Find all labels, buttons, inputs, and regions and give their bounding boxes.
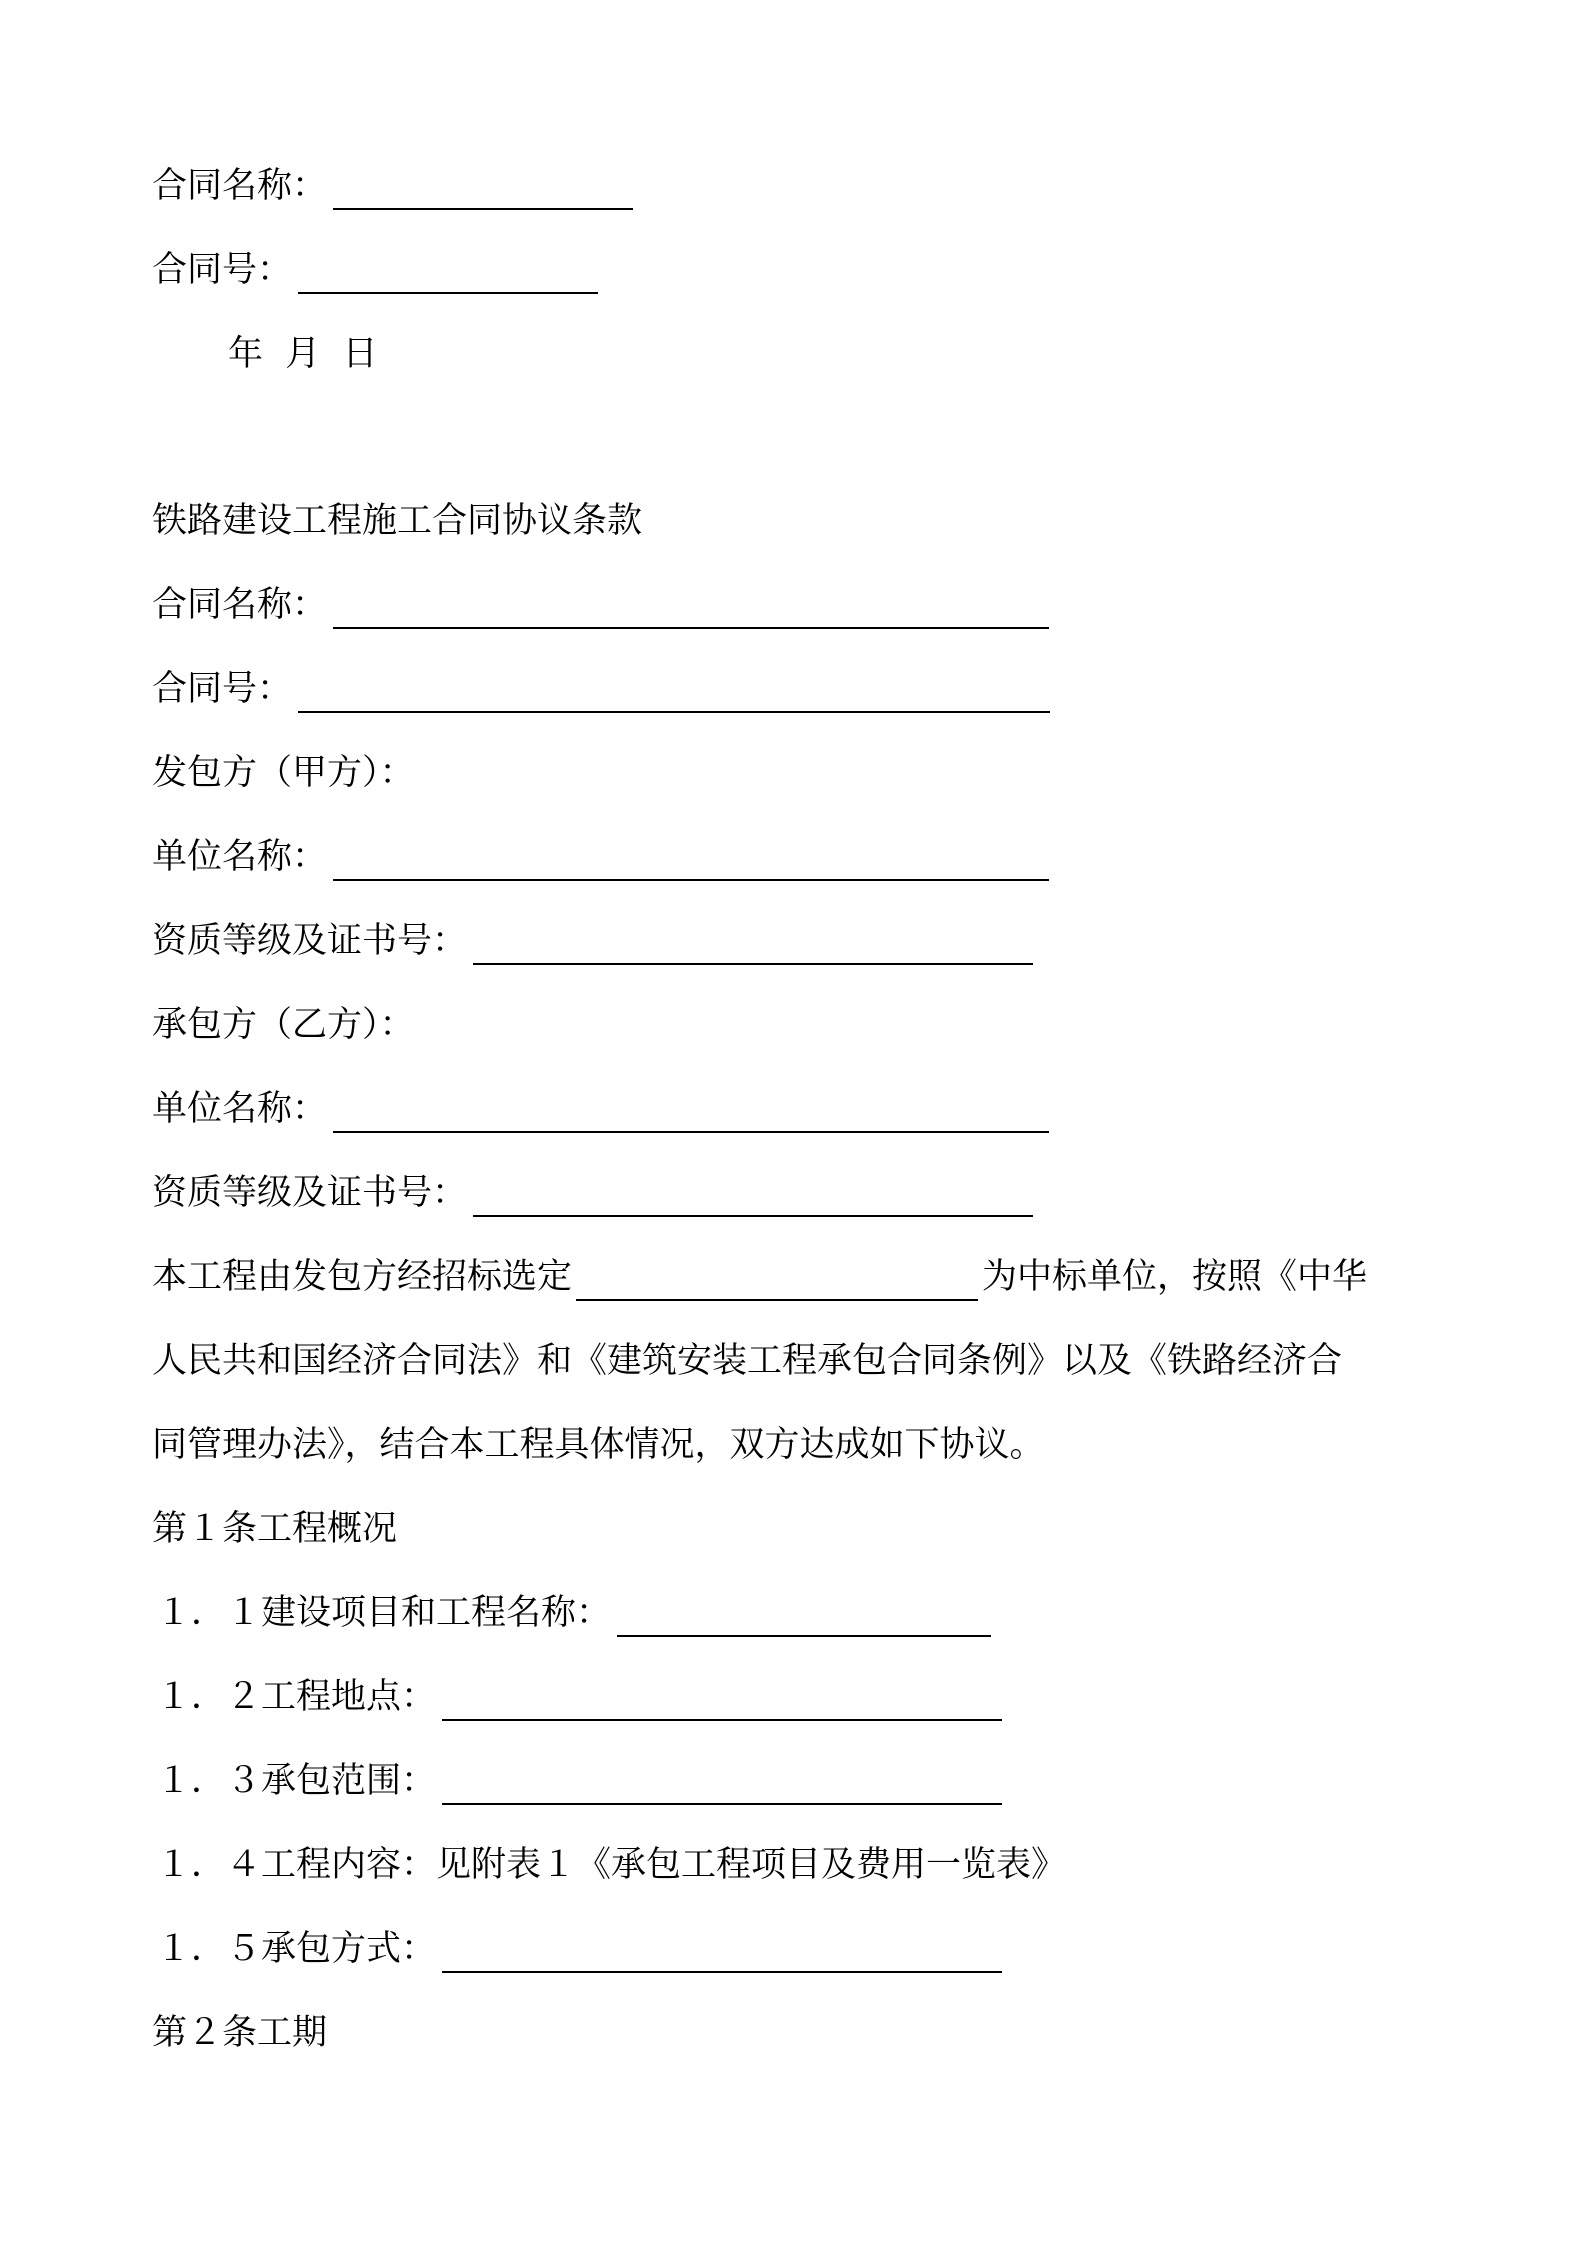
contract-method-blank[interactable] — [442, 1941, 1002, 1973]
article-1-item-1-label: １．１建设项目和工程名称： — [156, 1593, 612, 1633]
agreement-contract-no-row — [152, 665, 1050, 713]
employer-qualification-row — [152, 917, 1033, 965]
agreement-title: 铁路建设工程施工合同协议条款 — [152, 501, 643, 541]
contract-scope-blank[interactable] — [442, 1773, 1002, 1805]
article-1-item-1 — [156, 1589, 991, 1637]
article-1-item-5-label: １．５承包方式： — [156, 1929, 437, 1969]
article-1-item-4-label: １．４工程内容：见附表１《承包工程项目及费用一览表》 — [156, 1845, 1067, 1885]
article-1-item-3 — [156, 1757, 1002, 1805]
cover-contract-no-label: 合同号： — [152, 250, 293, 290]
cover-contract-name-label: 合同名称： — [152, 166, 328, 206]
employer-unit-label: 单位名称： — [152, 837, 328, 877]
project-location-blank[interactable] — [442, 1689, 1002, 1721]
cover-contract-name-blank[interactable] — [333, 178, 633, 210]
preamble-line-1 — [152, 1253, 1367, 1301]
article-1-item-2-label: １．２工程地点： — [156, 1677, 437, 1717]
employer-heading: 发包方（甲方）： — [152, 753, 415, 793]
article-1-title: 第１条工程概况 — [152, 1509, 398, 1549]
cover-contract-name-row — [152, 162, 633, 210]
agreement-contract-no-blank[interactable] — [298, 681, 1050, 713]
employer-qualification-label: 资质等级及证书号： — [152, 921, 468, 961]
cover-contract-no-row — [152, 246, 598, 294]
contractor-unit-blank[interactable] — [333, 1101, 1049, 1133]
cover-date-row — [228, 330, 378, 378]
preamble-line-3: 同管理办法》，结合本工程具体情况，双方达成如下协议。 — [152, 1425, 1045, 1465]
article-1-item-3-label: １．３承包范围： — [156, 1761, 437, 1801]
employer-qualification-blank[interactable] — [473, 933, 1033, 965]
contractor-qualification-blank[interactable] — [473, 1185, 1033, 1217]
contractor-heading: 承包方（乙方）： — [152, 1005, 415, 1045]
winning-bidder-blank[interactable] — [576, 1269, 978, 1301]
cover-date-label: 年 月 日 — [228, 334, 378, 374]
contractor-unit-label: 单位名称： — [152, 1089, 328, 1129]
article-1-item-5 — [156, 1925, 1002, 1973]
contractor-unit-row — [152, 1085, 1049, 1133]
employer-unit-blank[interactable] — [333, 849, 1049, 881]
project-name-blank[interactable] — [617, 1605, 991, 1637]
employer-unit-row — [152, 833, 1049, 881]
article-1-item-2 — [156, 1673, 1002, 1721]
cover-contract-no-blank[interactable] — [298, 262, 598, 294]
agreement-contract-name-label: 合同名称： — [152, 585, 328, 625]
agreement-contract-no-label: 合同号： — [152, 669, 293, 709]
article-2-title: 第２条工期 — [152, 2013, 328, 2053]
preamble-line-2: 人民共和国经济合同法》和《建筑安装工程承包合同条例》以及《铁路经济合 — [152, 1341, 1343, 1381]
preamble-line-1-before: 本工程由发包方经招标选定 — [152, 1257, 573, 1297]
contractor-qualification-label: 资质等级及证书号： — [152, 1173, 468, 1213]
agreement-contract-name-blank[interactable] — [333, 597, 1049, 629]
contractor-qualification-row — [152, 1169, 1033, 1217]
agreement-contract-name-row — [152, 581, 1049, 629]
preamble-line-1-after: 为中标单位，按照《中华 — [982, 1257, 1368, 1297]
article-1-item-4 — [156, 1841, 1066, 1889]
